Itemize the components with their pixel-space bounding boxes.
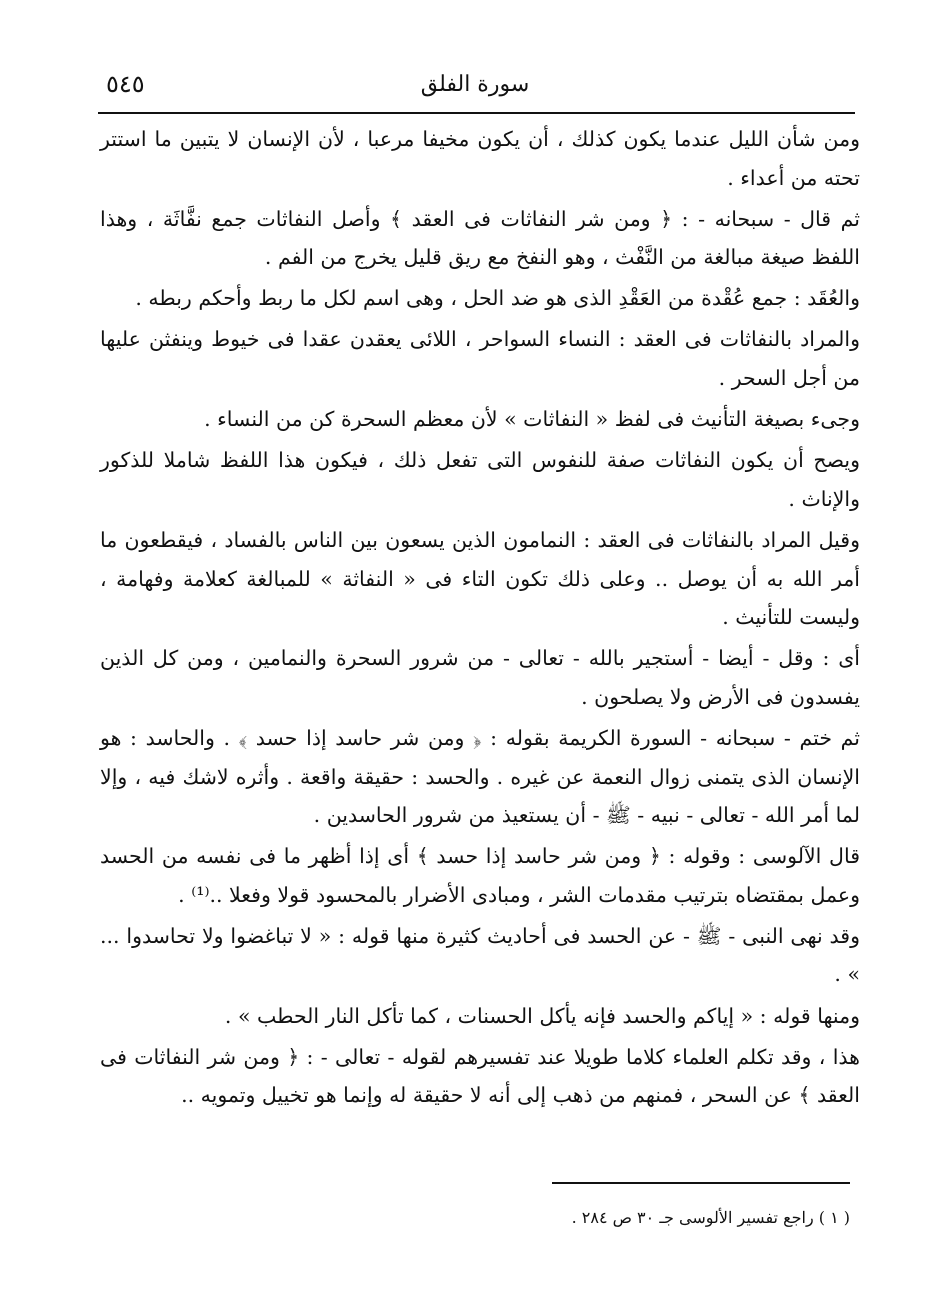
paragraph: والمراد بالنفاثات فى العقد : النساء السواحر ، اللائى يعقدن عقدا فى خيوط وينفثن عليها من أجل السحر .	[100, 327, 860, 391]
paragraph: ثم ختم - سبحانه - السورة الكريمة بقوله : ﴿ ومن شر حاسد إذا حسد ﴾ . والحاسد : هو الإنسان الذى يتمنى زوال النعمة عن غيره . والحسد : حقيقة واقعة . وأثره لاشك فيه ، وإلا لما أمر الله - تعالى - نبيه - ﷺ - أن يستعيذ من شرور الحاسدين .	[100, 725, 860, 828]
paragraph: ثم قال - سبحانه - : ﴿ ومن شر النفاثات فى العقد ﴾ وأصل النفاثات جمع نفَّاثَة ، وهذا اللفظ صيغة مبالغة من النَّفْث ، وهو النفخ مع ريق قليل يخرج من الفم .	[100, 206, 860, 270]
paragraph: وقيل المراد بالنفاثات فى العقد : النمامون الذين يسعون بين الناس بالفساد ، فيقطعون ما أمر الله به أن يوصل .. وعلى ذلك تكون التاء فى « النفاثة » للمبالغة كعلامة وفهامة ، وليست للتأنيث .	[100, 527, 860, 630]
body-text	[100, 120, 860, 1117]
footnote-divider	[552, 1182, 850, 1184]
page-number: ٥٤٥	[106, 70, 145, 98]
header-divider	[98, 112, 855, 114]
paragraph: وجىء بصيغة التأنيث فى لفظ « النفاثات » لأن معظم السحرة كن من النساء .	[204, 407, 860, 432]
paragraph: ومن شأن الليل عندما يكون كذلك ، أن يكون مخيفا مرعبا ، لأن الإنسان لا يتبين ما استتر تحته من أعداء .	[100, 127, 860, 190]
paragraph: أى : وقل - أيضا - أستجير بالله - تعالى - من شرور السحرة والنمامين ، ومن كل الذين يفسدون فى الأرض ولا يصلحون .	[100, 646, 860, 709]
surah-title: سورة الفلق	[420, 72, 530, 97]
paragraph: والعُقَد : جمع عُقْدة من العَقْدِ الذى هو ضد الحل ، وهى اسم لكل ما ربط وأحكم ربطه .	[135, 286, 860, 311]
paragraph: وقد نهى النبى - ﷺ - عن الحسد فى أحاديث كثيرة منها قوله : « لا تباغضوا ولا تحاسدوا ... » .	[100, 923, 860, 987]
paragraph: ومنها قوله : « إياكم والحسد فإنه يأكل الحسنات ، كما تأكل النار الحطب » .	[224, 1003, 860, 1028]
paragraph: ويصح أن يكون النفاثات صفة للنفوس التى تفعل ذلك ، فيكون هذا اللفظ شاملا للذكور والإناث .	[100, 448, 860, 511]
paragraph: قال الآلوسى : وقوله : ﴿ ومن شر حاسد إذا حسد ﴾ أى إذا أظهر ما فى نفسه من الحسد وعمل بمقتضاه بترتيب مقدمات الشر ، ومبادى الأضرار بالمحسود قولا وفعلا ..⁽¹⁾ .	[100, 844, 860, 907]
paragraph: هذا ، وقد تكلم العلماء كلاما طويلا عند تفسيرهم لقوله - تعالى - : ﴿ ومن شر النفاثات فى العقد ﴾ عن السحر ، فمنهم من ذهب إلى أنه لا حقيقة له وإنما هو تخييل وتمويه ..	[100, 1044, 860, 1108]
footnote: ( ١ ) راجع تفسير الألوسى جـ ٣٠ ص ٢٨٤ .	[571, 1208, 850, 1227]
page-header	[98, 66, 852, 106]
